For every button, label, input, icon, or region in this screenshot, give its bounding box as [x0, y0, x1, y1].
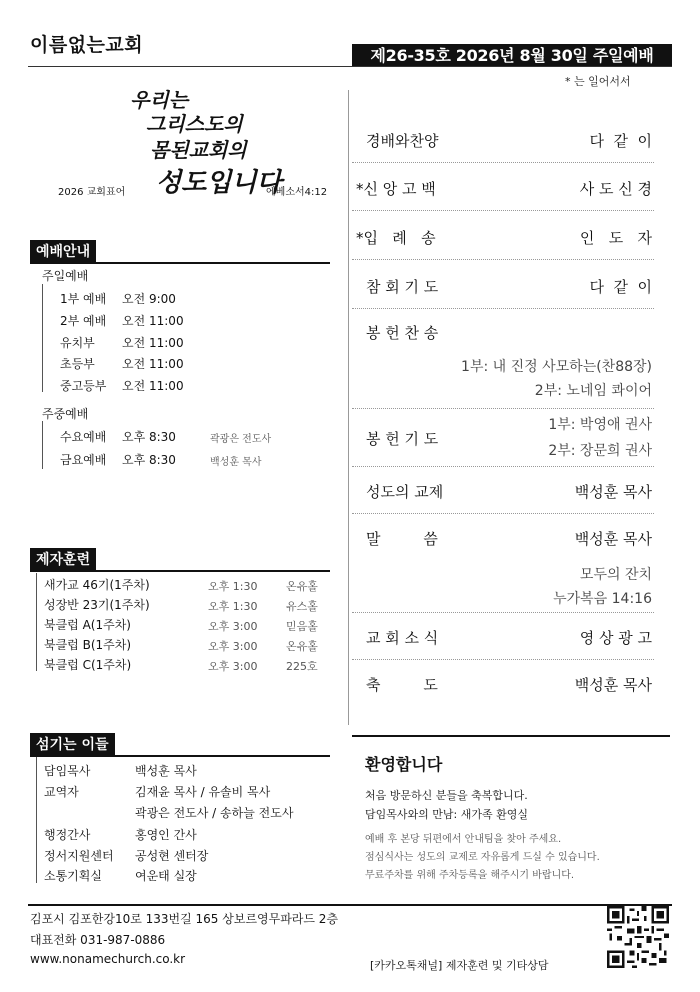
- order-leader: 다 같 이: [589, 132, 652, 150]
- welcome-divider: [352, 735, 670, 737]
- motto-line-1: 우리는: [130, 88, 188, 112]
- welcome-note: 예배 후 본당 뒤편에서 안내팀을 찾아 주세요.: [365, 834, 562, 845]
- service-time: 오전 11:00: [122, 314, 184, 328]
- class-name: 북클럽 A(1주차): [44, 618, 131, 632]
- order-leader: 인 도 자: [579, 229, 652, 247]
- service-leader: 곽광은 전도사: [210, 434, 272, 445]
- header-divider: [28, 66, 672, 67]
- section-rule: [30, 570, 330, 572]
- church-name: 이름없는교회: [30, 34, 144, 56]
- qr-code-icon[interactable]: [607, 906, 669, 968]
- order-item: 경배와찬양: [366, 132, 439, 150]
- order-leader: 사 도 신 경: [579, 180, 652, 198]
- standing-note: * 는 일어서서: [565, 75, 631, 88]
- welcome-title: 환영합니다: [365, 755, 443, 774]
- website-link[interactable]: www.nonamechurch.co.kr: [30, 952, 186, 966]
- section-title: 예배안내: [30, 240, 96, 262]
- role-label: 담임목사: [44, 764, 91, 778]
- service-leader: 백성훈 목사: [210, 457, 262, 468]
- hymn-detail-1: 1부: 내 진정 사모하는(찬88장): [461, 359, 652, 375]
- class-time: 오후 3:00: [208, 660, 258, 673]
- order-row: [352, 660, 654, 706]
- servant-name: 곽광은 전도사 / 송하늘 전도사: [135, 806, 294, 820]
- order-leader: 백성훈 목사: [574, 676, 652, 694]
- motto-line-4: 성도입니다: [156, 168, 282, 198]
- sermon-title: 모두의 잔치: [579, 567, 652, 583]
- service-name: 중고등부: [60, 379, 107, 393]
- role-label: 교역자: [44, 785, 79, 799]
- order-leader: 다 같 이: [589, 278, 652, 296]
- class-room: 유스홀: [286, 600, 318, 613]
- list-rule: [42, 284, 43, 392]
- order-row: [352, 410, 654, 467]
- class-room: 온유홀: [286, 640, 318, 653]
- order-leader: 영 상 광 고: [579, 629, 652, 647]
- role-label: 소통기획실: [44, 869, 102, 883]
- hymn-detail-2: 2부: 노네임 콰이어: [534, 383, 652, 399]
- order-item: 말 씀: [366, 530, 438, 548]
- list-rule: [36, 757, 37, 883]
- welcome-note: 무료주차를 위해 주차등록을 해주시기 바랍니다.: [365, 870, 575, 881]
- order-row: [352, 613, 654, 660]
- motto-line-3: 몸된교회의: [150, 138, 247, 162]
- class-room: 225호: [286, 660, 318, 673]
- order-row: [352, 213, 654, 260]
- section-rule: [30, 755, 330, 757]
- service-name: 유치부: [60, 336, 95, 350]
- issue-banner: 제26-35호 2026년 8월 30일 주일예배: [352, 44, 672, 67]
- service-name: 2부 예배: [60, 314, 107, 328]
- section-title: 섬기는 이들: [30, 733, 115, 755]
- servant-name: 홍영인 간사: [135, 828, 197, 842]
- motto-year-label: 2026 교회표어: [58, 187, 126, 198]
- prayer-detail-1: 1부: 박영애 권사: [548, 417, 652, 433]
- welcome-note: 점심식사는 성도의 교제로 자유롭게 드실 수 있습니다.: [365, 852, 600, 863]
- order-item: 봉 헌 기 도: [366, 430, 439, 448]
- order-row: [352, 262, 654, 309]
- service-time: 오후 8:30: [122, 430, 176, 444]
- service-name: 금요예배: [60, 453, 107, 467]
- servant-name: 여운태 실장: [135, 869, 197, 883]
- order-row: [352, 308, 654, 409]
- service-name: 초등부: [60, 357, 95, 371]
- address: 김포시 김포한강10로 133번길 165 상보르영무파라드 2층: [30, 912, 339, 926]
- order-item: 성도의 교제: [366, 483, 444, 501]
- worship-guide-section: [30, 240, 330, 264]
- class-time: 오후 3:00: [208, 640, 258, 653]
- servant-name: 김재윤 목사 / 유솔비 목사: [135, 785, 271, 799]
- class-name: 북클럽 B(1주차): [44, 638, 132, 652]
- order-row: [352, 164, 654, 211]
- service-name: 수요예배: [60, 430, 107, 444]
- servant-name: 백성훈 목사: [135, 764, 197, 778]
- motto-verse: 에베소서4:12: [266, 187, 328, 198]
- section-rule: [30, 262, 330, 264]
- class-name: 성장반 23기(1주차): [44, 598, 150, 612]
- servant-name: 공성현 센터장: [135, 849, 209, 863]
- service-time: 오전 9:00: [122, 292, 176, 306]
- service-time: 오전 11:00: [122, 336, 184, 350]
- welcome-text: 처음 방문하신 분들을 축복합니다.: [365, 789, 528, 802]
- class-room: 온유홀: [286, 580, 318, 593]
- class-time: 오후 1:30: [208, 580, 258, 593]
- welcome-text: 담임목사와의 만남: 새가족 환영실: [365, 808, 528, 821]
- footer-divider: [28, 904, 672, 906]
- sermon-scripture: 누가복음 14:16: [553, 591, 652, 607]
- service-time: 오전 11:00: [122, 379, 184, 393]
- list-rule: [42, 421, 43, 469]
- discipleship-section: [30, 548, 330, 572]
- kakao-channel: [카카오톡채널] 제자훈련 및 기타상담: [370, 959, 549, 972]
- order-item: *입 례 송: [356, 229, 436, 247]
- order-leader: 백성훈 목사: [574, 483, 652, 501]
- order-item: *신 앙 고 백: [356, 180, 436, 198]
- service-time: 오후 8:30: [122, 453, 176, 467]
- motto-line-2: 그리스도의: [146, 112, 243, 136]
- order-row: [352, 467, 654, 514]
- class-time: 오후 3:00: [208, 620, 258, 633]
- class-name: 북클럽 C(1주차): [44, 658, 132, 672]
- class-room: 믿음홀: [286, 620, 318, 633]
- order-item: 교 회 소 식: [366, 629, 439, 647]
- order-row: [352, 514, 654, 613]
- prayer-detail-2: 2부: 장문희 권사: [548, 443, 652, 459]
- column-divider: [348, 90, 349, 725]
- order-item: 봉 헌 찬 송: [366, 324, 439, 342]
- list-rule: [36, 573, 37, 671]
- class-time: 오후 1:30: [208, 600, 258, 613]
- role-label: 행정간사: [44, 828, 91, 842]
- section-title: 제자훈련: [30, 548, 96, 570]
- order-leader: 백성훈 목사: [574, 530, 652, 548]
- class-name: 새가교 46기(1주차): [44, 578, 150, 592]
- sunday-heading: 주일예배: [42, 269, 89, 283]
- order-row: [352, 116, 654, 163]
- service-time: 오전 11:00: [122, 357, 184, 371]
- service-name: 1부 예배: [60, 292, 107, 306]
- order-item: 참 회 기 도: [366, 278, 439, 296]
- phone: 대표전화 031-987-0886: [30, 933, 166, 947]
- servants-section: [30, 733, 330, 757]
- weekday-heading: 주중예배: [42, 407, 89, 421]
- role-label: 정서지원센터: [44, 849, 114, 863]
- order-item: 축 도: [366, 676, 438, 694]
